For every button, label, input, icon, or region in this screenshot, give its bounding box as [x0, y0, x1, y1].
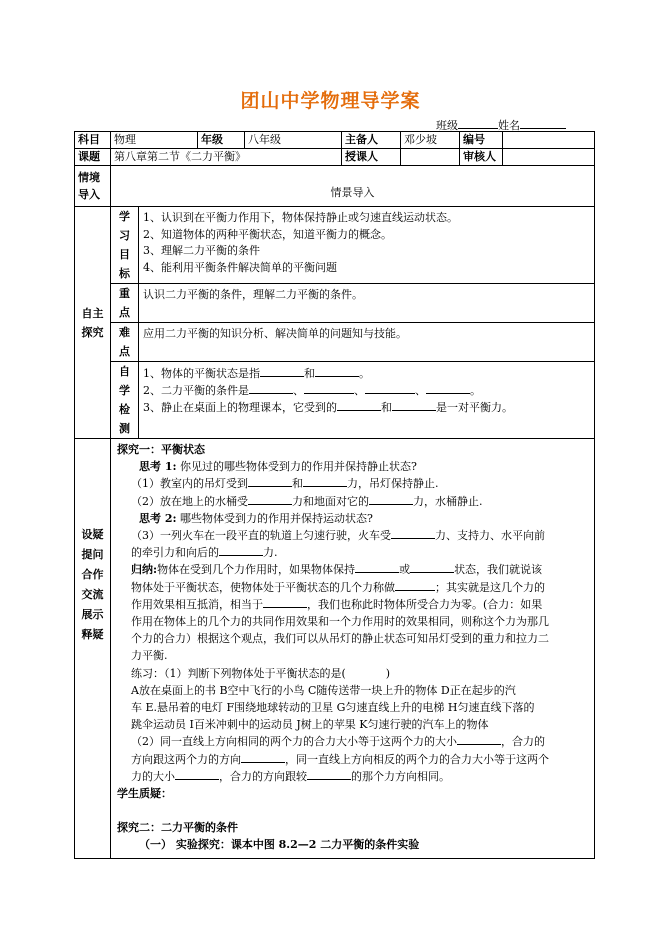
text: 或: [399, 563, 411, 577]
difficulty-char: 难: [119, 326, 130, 339]
text: ，合力的方向跟较: [219, 769, 307, 783]
check-q3: [143, 399, 590, 416]
objective-item: 1、认识到在平衡力作用下，物体保持静止或匀速直线运动状态。: [143, 211, 458, 224]
answer-blank[interactable]: [260, 366, 304, 377]
name-blank[interactable]: [520, 117, 566, 129]
text: 。: [359, 367, 370, 380]
think1-label: 思考 1:: [139, 460, 177, 474]
text: （1）教室内的吊灯受到: [131, 477, 248, 491]
class-blank[interactable]: [458, 117, 498, 129]
summary-line3: [117, 596, 588, 613]
text: （2）同一直线上方向相同的两个力的合力大小等于这两个力的大小: [131, 735, 457, 749]
situation-label-line1: 情境: [78, 171, 100, 184]
inquiry-label-line: 展示: [81, 608, 104, 621]
answer-blank[interactable]: [355, 562, 399, 573]
inquiry-label-line: 释疑: [81, 628, 104, 641]
self-check-label: [111, 362, 139, 439]
answer-blank[interactable]: [337, 400, 381, 411]
answer-blank[interactable]: [249, 383, 293, 394]
key-char: 重: [119, 287, 130, 300]
difficulty-char: 点: [119, 345, 130, 358]
text: 力、支持力、水平向前: [435, 529, 545, 543]
think2-label: 思考 2:: [139, 511, 177, 525]
summary-line6: 力平衡.: [131, 649, 168, 663]
text: 物体处于平衡状态，使物体处于平衡状态的几个力称做: [131, 580, 395, 594]
key-point-content: 认识二力平衡的条件，理解二力平衡的条件。: [139, 284, 595, 323]
text: ，同一直线上方向相反的两个力的合力大小等于这两个: [285, 752, 549, 766]
inquiry-label-line: 提问: [81, 548, 104, 561]
exercise-2: [117, 733, 588, 750]
text: 物体在受到几个力作用时，如果物体保持: [157, 563, 356, 577]
self-check-content: [139, 362, 595, 439]
check-char: 学: [119, 384, 130, 397]
text: ，合力的: [501, 735, 545, 749]
text: （3）一列火车在一段平直的轨道上匀速行驶，火车受: [131, 529, 391, 543]
topic-label: 课题: [75, 149, 111, 166]
objectives-char: 目: [119, 248, 130, 261]
objectives-content: [139, 207, 595, 284]
answer-blank[interactable]: [248, 476, 292, 487]
answer-blank[interactable]: [241, 752, 285, 763]
think2-item3-cont: [117, 544, 588, 561]
self-study-label: [75, 207, 111, 439]
exercise-2-line2: [117, 751, 588, 768]
teacher-value[interactable]: [401, 149, 460, 166]
exercise-options-3: 跳伞运动员 I百米冲刺中的运动员 J树上的苹果 K匀速行驶的汽车上的物体: [131, 718, 489, 732]
answer-blank[interactable]: [369, 494, 413, 505]
text: 练习：（1）判断下列物体处于平衡状态的是(: [131, 666, 346, 680]
summary-line2: [117, 579, 588, 596]
check-char: 测: [119, 422, 130, 435]
text: 、: [293, 384, 304, 397]
answer-blank[interactable]: [391, 528, 435, 539]
exercise-options-2: 车 E.悬吊着的电灯 F围绕地球转动的卫星 G匀速直线上升的电梯 H匀速直线下落的: [131, 701, 535, 715]
answer-blank[interactable]: [426, 383, 470, 394]
experiment-title: （一） 实验探究：课本中图 8.2—2 二力平衡的条件实验: [139, 838, 420, 852]
answer-blank[interactable]: [263, 597, 307, 608]
summary: [117, 561, 588, 578]
answer-blank[interactable]: [303, 476, 347, 487]
page-title: 团山中学物理导学案: [240, 90, 421, 112]
text: 和: [304, 367, 315, 380]
think2: [117, 510, 588, 527]
inquiry-content: [111, 439, 595, 859]
summary-label: 归纳:: [131, 563, 158, 577]
self-study-label-line2: 探究: [81, 325, 104, 339]
text: 力的大小: [131, 769, 175, 783]
subject-label: 科目: [75, 132, 111, 149]
answer-blank[interactable]: [219, 545, 263, 556]
think1: [117, 458, 588, 475]
text: ；其实就是这几个力的: [435, 580, 545, 594]
number-value[interactable]: [503, 132, 595, 149]
class-label: 班级: [436, 119, 458, 132]
grade-value: 八年级: [245, 132, 342, 149]
objective-item: 4、能利用平衡条件解决简单的平衡问题: [143, 260, 337, 274]
study-plan-table: [74, 131, 595, 859]
text: 和: [381, 401, 392, 414]
name-label: 姓名: [498, 119, 520, 132]
inquiry-label-line: 合作: [81, 568, 104, 581]
self-study-label-line1: 自主: [81, 306, 104, 320]
answer-blank[interactable]: [365, 383, 415, 394]
text: 力，吊灯保持静止.: [347, 477, 439, 491]
answer-blank[interactable]: [395, 580, 435, 591]
text: 状态，我们就说该: [454, 563, 543, 577]
check-char: 检: [119, 403, 130, 416]
text: ): [385, 666, 391, 680]
text: 、: [415, 384, 426, 397]
answer-blank[interactable]: [457, 734, 501, 745]
key-char: 点: [119, 306, 130, 319]
situation-label: [75, 166, 111, 207]
exercise-options-1: A放在桌面上的书 B空中飞行的小鸟 C随传送带一块上升的物体 D正在起步的汽: [131, 683, 516, 697]
objectives-char: 学: [119, 210, 130, 223]
explore1-title: 探究一：平衡状态: [117, 443, 205, 456]
preparer-label: 主备人: [342, 132, 401, 149]
answer-blank[interactable]: [315, 366, 359, 377]
student-questions: 学生质疑：: [117, 787, 172, 801]
check-char: 自: [119, 365, 130, 378]
grade-label: 年级: [198, 132, 245, 149]
objectives-label: [111, 207, 139, 284]
text: 力和地面对它的: [292, 494, 369, 508]
text: 力，水桶静止.: [413, 494, 483, 508]
text: 和: [292, 477, 303, 491]
text: 作用效果相互抵消，相当于: [131, 597, 263, 611]
inquiry-label: [75, 439, 111, 859]
subject-value: 物理: [111, 132, 198, 149]
text: 哪些物体受到力的作用并保持运动状态?: [180, 511, 373, 525]
text: 的牵引力和向后的: [131, 546, 219, 560]
answer-blank[interactable]: [392, 400, 436, 411]
exercise-1: [117, 665, 588, 682]
check-q1: [143, 365, 590, 382]
text: 方向跟这两个力的方向: [131, 752, 241, 766]
exercise-2-line3: [117, 768, 588, 785]
answer-blank[interactable]: [248, 494, 292, 505]
text: 力.: [263, 546, 278, 560]
text: 是一对平衡力。: [436, 401, 513, 414]
think2-item3: [117, 527, 588, 544]
objective-item: 3、理解二力平衡的条件: [143, 244, 260, 257]
answer-blank[interactable]: [410, 562, 454, 573]
objective-item: 2、知道物体的两种平衡状态，知道平衡力的概念。: [143, 227, 392, 241]
text: 你见过的哪些物体受到力的作用并保持静止状态?: [180, 460, 417, 474]
summary-line4: 作用在物体上的几个力的共同作用效果和一个力作用时的效果相同，则称这个力为那几: [131, 615, 549, 629]
inquiry-label-line: 设疑: [81, 528, 104, 541]
preparer-value: 邓少坡: [401, 132, 460, 149]
text: 、: [354, 384, 365, 397]
teacher-label: 授课人: [342, 149, 401, 166]
summary-line5: 个力的合力）根据这个观点，我们可以从吊灯的静止状态可知吊灯受到的重力和拉力二: [131, 632, 549, 646]
difficulty-label: [111, 323, 139, 362]
difficulty-content: 应用二力平衡的知识分析、解决简单的问题知与技能。: [139, 323, 595, 362]
situation-label-line2: 导入: [78, 188, 100, 201]
text: ，我们也称此时物体所受合力为零。(合力：如果: [307, 597, 543, 611]
think1-item2: [117, 493, 588, 510]
text: 2、二力平衡的条件是: [143, 384, 249, 397]
text: （2）放在地上的水桶受: [131, 494, 248, 508]
check-q2: [143, 382, 590, 399]
key-point-label: [111, 284, 139, 323]
answer-blank[interactable]: [175, 769, 219, 780]
inquiry-label-line: 交流: [81, 588, 104, 601]
text: 的那个力方向相同。: [351, 769, 450, 783]
explore2-title: 探究二：二力平衡的条件: [117, 821, 238, 835]
text: 1、物体的平衡状态是指: [143, 367, 260, 380]
reviewer-label: 审核人: [460, 149, 503, 166]
think1-item1: [117, 475, 588, 492]
topic-value: 第八章第二节《二力平衡》: [111, 149, 342, 166]
number-label: 编号: [460, 132, 503, 149]
spacer: [117, 802, 588, 819]
text: 。: [470, 384, 481, 397]
answer-blank[interactable]: [307, 769, 351, 780]
situation-content: 情景导入: [111, 166, 595, 207]
objectives-char: 标: [119, 267, 130, 280]
reviewer-value[interactable]: [503, 149, 595, 166]
text: 3、静止在桌面上的物理课本，它受到的: [143, 401, 337, 414]
answer-blank[interactable]: [304, 383, 354, 394]
objectives-char: 习: [119, 229, 130, 242]
